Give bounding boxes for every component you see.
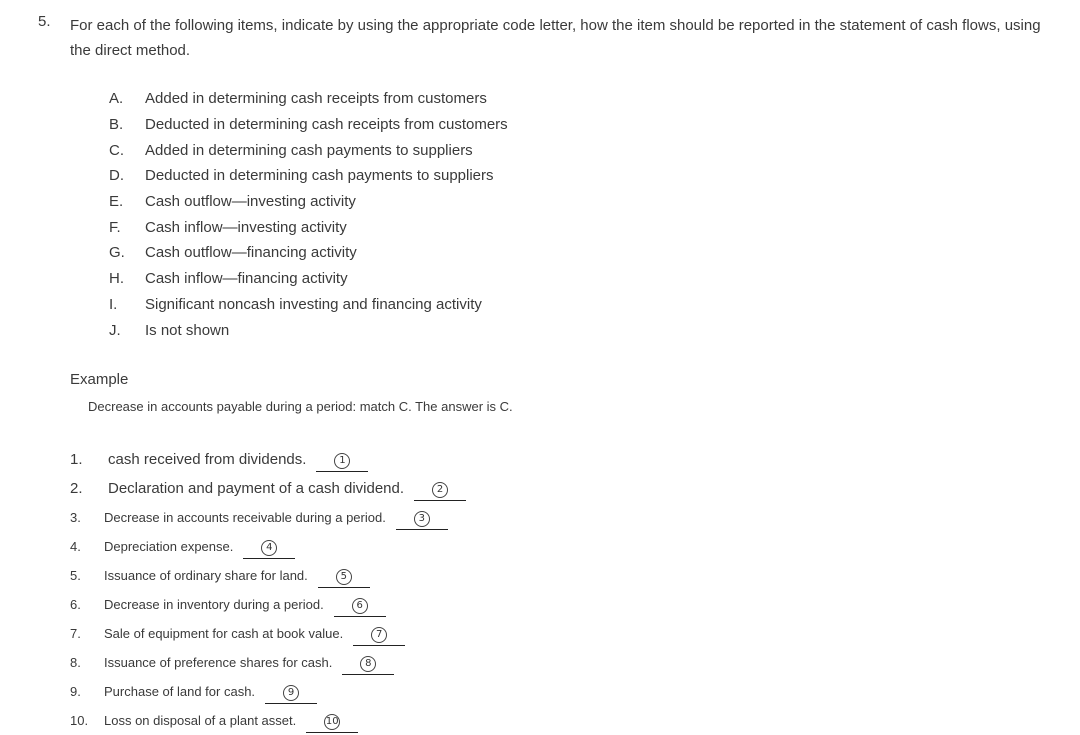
code-letter: F.: [109, 218, 121, 236]
answer-marker: 2: [432, 482, 448, 498]
code-description: Cash inflow—investing activity: [145, 218, 347, 236]
item-number: 7.: [70, 626, 81, 641]
answer-marker: 4: [261, 540, 277, 556]
code-letter: D.: [109, 167, 124, 185]
question-number: 5.: [38, 13, 51, 30]
code-letter: I.: [109, 295, 118, 313]
answer-blank[interactable]: [316, 451, 368, 472]
code-description: Cash outflow—financing activity: [145, 244, 357, 262]
code-item: [109, 137, 508, 163]
answer-marker: 10: [324, 714, 340, 730]
item-text: Loss on disposal of a plant asset.: [104, 713, 297, 728]
item-number: 4.: [70, 539, 81, 554]
code-description: Cash outflow—investing activity: [145, 193, 356, 211]
item-text: Decrease in accounts receivable during a period.: [104, 510, 386, 525]
code-letter: G.: [109, 244, 125, 262]
item-number: 2.: [70, 480, 83, 497]
item-text: Decrease in inventory during a period.: [104, 597, 324, 612]
list-item: [70, 648, 466, 677]
answer-marker: 7: [371, 627, 387, 643]
code-description: Significant noncash investing and financing activity: [145, 295, 482, 313]
item-text: Issuance of ordinary share for land.: [104, 568, 308, 583]
item-text: Sale of equipment for cash at book value.: [104, 626, 344, 641]
code-list: [109, 86, 508, 343]
code-letter: H.: [109, 270, 124, 288]
code-item: [109, 266, 508, 292]
example-heading: Example: [70, 371, 129, 388]
list-item: [70, 445, 466, 474]
item-text: Depreciation expense.: [104, 539, 234, 554]
code-item: [109, 214, 508, 240]
answer-blank[interactable]: [243, 538, 295, 559]
item-number: 9.: [70, 684, 81, 699]
answer-blank[interactable]: [396, 509, 448, 530]
item-number: 6.: [70, 597, 81, 612]
code-item: [109, 189, 508, 215]
item-list: [70, 445, 466, 735]
code-description: Deducted in determining cash receipts from customers: [145, 116, 508, 134]
item-text: Purchase of land for cash.: [104, 684, 256, 699]
code-description: Cash inflow—financing activity: [145, 270, 348, 288]
answer-marker: 5: [336, 569, 352, 585]
answer-blank[interactable]: [353, 625, 405, 646]
answer-blank[interactable]: [414, 480, 466, 501]
code-description: Added in determining cash payments to suppliers: [145, 141, 473, 159]
item-text: Issuance of preference shares for cash.: [104, 655, 333, 670]
list-item: [70, 590, 466, 619]
code-item: [109, 240, 508, 266]
question-text: For each of the following items, indicate by using the appropriate code letter, how the item should be reported in the statement of cash flows, using the direct method.: [70, 17, 1041, 59]
list-item: [70, 619, 466, 648]
code-description: Added in determining cash receipts from customers: [145, 90, 487, 108]
item-number: 3.: [70, 510, 81, 525]
list-item: [70, 474, 466, 503]
item-number: 8.: [70, 655, 81, 670]
item-number: 5.: [70, 568, 81, 583]
example-text: Decrease in accounts payable during a period: match C. The answer is C.: [88, 399, 513, 414]
answer-marker: 9: [283, 685, 299, 701]
code-description: Is not shown: [145, 321, 230, 339]
answer-blank[interactable]: [318, 567, 370, 588]
code-letter: E.: [109, 193, 124, 211]
code-letter: B.: [109, 116, 124, 134]
code-item: [109, 112, 508, 138]
list-item: [70, 677, 466, 706]
code-description: Deducted in determining cash payments to suppliers: [145, 167, 494, 185]
list-item: [70, 561, 466, 590]
code-item: [109, 86, 508, 112]
code-item: [109, 292, 508, 318]
answer-blank[interactable]: [306, 712, 358, 733]
item-text: cash received from dividends.: [108, 451, 307, 468]
answer-blank[interactable]: [334, 596, 386, 617]
code-item: [109, 163, 508, 189]
list-item: [70, 503, 466, 532]
item-number: 10.: [70, 713, 89, 728]
answer-blank[interactable]: [265, 683, 317, 704]
code-letter: C.: [109, 141, 124, 159]
item-text: Declaration and payment of a cash dividend.: [108, 480, 405, 497]
list-item: [70, 706, 466, 735]
answer-marker: 3: [414, 511, 430, 527]
answer-marker: 6: [352, 598, 368, 614]
code-item: [109, 317, 508, 343]
answer-marker: 8: [360, 656, 376, 672]
answer-blank[interactable]: [342, 654, 394, 675]
list-item: [70, 532, 466, 561]
item-number: 1.: [70, 451, 83, 468]
code-letter: A.: [109, 90, 124, 108]
answer-marker: 1: [334, 453, 350, 469]
code-letter: J.: [109, 321, 121, 339]
